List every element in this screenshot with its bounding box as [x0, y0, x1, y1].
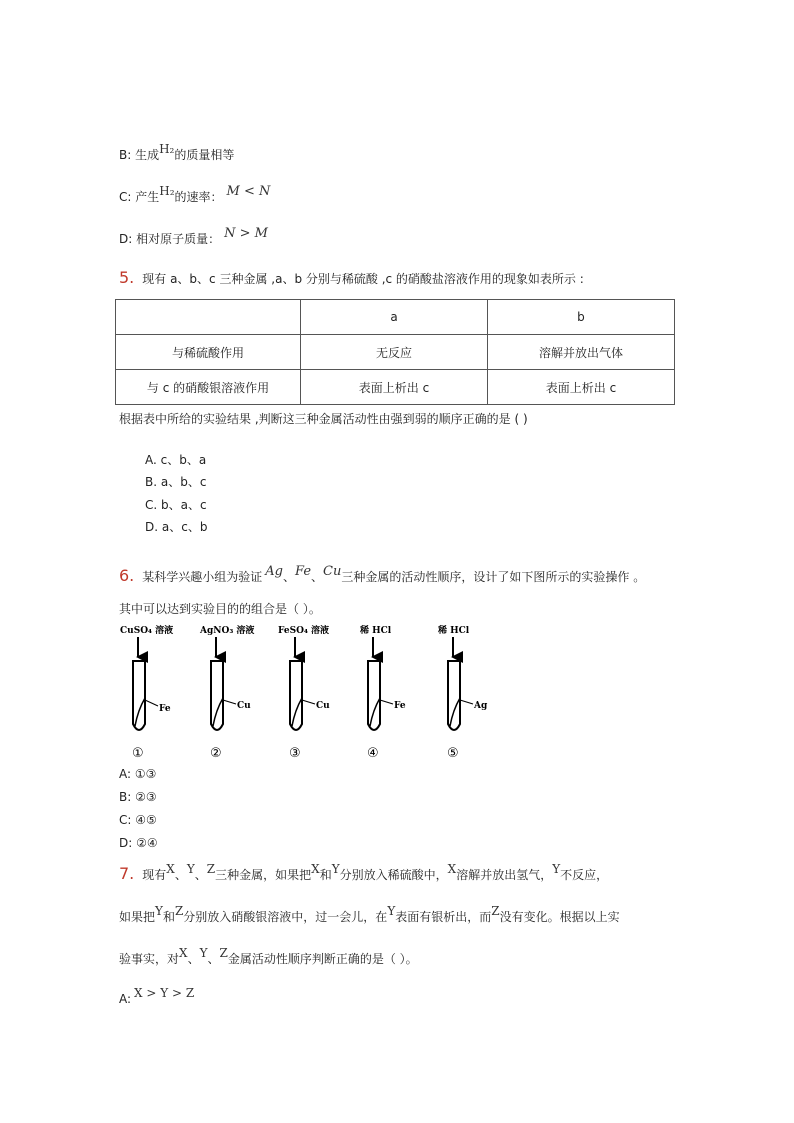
table-header-b: b [487, 300, 674, 335]
q6-line2: 其中可以达到实验目的的组合是（ ）。 [119, 602, 321, 616]
q6-sep: 、 [283, 570, 296, 584]
q7-option-a-expr: X > Y > Z [134, 986, 195, 1000]
q7-var-x: X [311, 862, 320, 876]
q7-text: 、 [187, 952, 200, 966]
option-b-formula: H₂ [159, 142, 175, 156]
q7-var-x: X [447, 862, 457, 876]
q6-sep: 、 [311, 570, 324, 584]
q7-var-y: Y [387, 904, 396, 918]
q6-option-d: D: ②④ [119, 836, 158, 850]
tube-2-metal: Cu [237, 701, 251, 711]
test-tube-2 [199, 624, 254, 761]
q7-line2 [119, 904, 620, 925]
q7-var-z: Z [219, 946, 228, 960]
q7-text: 如果把 [119, 910, 156, 924]
q7-var-z: Z [491, 904, 500, 918]
q7-text: 、 [174, 868, 187, 882]
q7-text: 不反应， [560, 868, 609, 882]
option-d [119, 226, 268, 247]
q7-var-y: Y [155, 904, 163, 918]
table-header-a: a [301, 300, 488, 335]
q6-metal-cu: Cu [323, 564, 342, 579]
option-c-expr: M < N [226, 184, 271, 199]
q7-number: 7. [119, 864, 135, 883]
q5-number: 5. [119, 268, 135, 287]
q7-text: 没有变化。根据以上实 [499, 910, 620, 924]
tube-2-reagent: AgNO₃ 溶液 [200, 626, 255, 636]
q5-question: 根据表中所给的实验结果 ,判断这三种金属活动性由强到弱的顺序正确的是 ( ) [119, 412, 528, 426]
q7-line3 [119, 946, 418, 967]
option-c-prefix: C: 产生 [119, 190, 160, 204]
table-row [116, 370, 675, 405]
q6-metal-fe: Fe [295, 564, 312, 579]
test-tube-5 [437, 624, 488, 761]
table-cell: 与稀硫酸作用 [116, 335, 301, 370]
q6-metal-ag: Ag [265, 564, 283, 579]
q7-text: 溶解并放出氢气， [456, 868, 553, 882]
q7-text: 和 [162, 910, 175, 924]
table-cell: 溶解并放出气体 [487, 335, 674, 370]
table-row [116, 335, 675, 370]
tube-2-number: ② [210, 746, 222, 761]
q7-text: 分别放入硝酸银溶液中，过一会儿，在 [183, 910, 388, 924]
option-c [119, 184, 271, 205]
q7-text: 、 [207, 952, 220, 966]
q5-option-c: C. b、a、c [145, 498, 207, 512]
q6-stem-a: 某科学兴趣小组为验证 [142, 570, 263, 584]
q5-option-a: A. c、b、a [145, 453, 207, 467]
table-cell: 表面上析出 c [301, 370, 488, 405]
tube-5-number: ⑤ [447, 746, 459, 761]
table-header-row [116, 300, 675, 335]
q5-stem-text: 现有 a、b、c 三种金属 ,a、b 分别与稀硫酸 ,c 的硝酸盐溶液作用的现象如表所示 : [142, 272, 584, 286]
option-c-formula: H₂ [159, 184, 175, 198]
q7-text: 现有 [142, 868, 167, 882]
tube-3-reagent: FeSO₄ 溶液 [278, 626, 330, 636]
q6-number: 6. [119, 566, 135, 585]
table-cell: 表面上析出 c [487, 370, 674, 405]
test-tube-3 [278, 624, 330, 761]
tube-4-number: ④ [367, 746, 379, 761]
option-b-suffix: 的质量相等 [174, 148, 235, 162]
q7-var-y: Y [199, 946, 208, 960]
q7-var-x: X [166, 862, 175, 876]
tube-1-reagent: CuSO₄ 溶液 [120, 626, 174, 636]
q7-text: 和 [319, 868, 332, 882]
option-d-prefix: D: 相对原子质量： [119, 232, 221, 246]
option-d-expr: N > M [224, 226, 268, 241]
option-b [119, 142, 235, 163]
tube-1-metal: Fe [159, 704, 171, 714]
q7-var-y: Y [552, 862, 561, 876]
q5-option-d: D. a、c、b [145, 520, 208, 534]
q7-option-a-prefix: A: [119, 992, 132, 1006]
q7-var-y: Y [331, 862, 340, 876]
tube-1-number: ① [132, 746, 144, 761]
q7-text: 金属活动性顺序判断正确的是（ ）。 [227, 952, 418, 966]
table-header-empty [116, 300, 301, 335]
q7-text: 三种金属，如果把 [215, 868, 312, 882]
q5-stem [119, 268, 584, 287]
tube-4-metal: Fe [394, 701, 406, 711]
q7-text: 、 [194, 868, 207, 882]
q7-var-x: X [179, 946, 188, 960]
q7-var-y: Y [186, 862, 195, 876]
q6-option-b: B: ②③ [119, 790, 157, 804]
option-c-mid: 的速率： [174, 190, 223, 204]
tube-4-reagent: 稀 HCl [360, 626, 392, 636]
test-tube-figure [118, 620, 498, 765]
q7-var-z: Z [174, 904, 184, 918]
q5-option-b: B. a、b、c [145, 475, 207, 489]
q7-text: 表面有银析出，而 [395, 910, 492, 924]
q7-text: 验事实，对 [119, 952, 180, 966]
q7-line1 [119, 864, 608, 883]
q7-text: 分别放入稀硫酸中， [339, 868, 448, 882]
table-cell: 无反应 [301, 335, 488, 370]
q6-stem [119, 566, 645, 585]
q7-var-z: Z [206, 862, 216, 876]
q7-option-a [119, 986, 195, 1006]
q6-option-c: C: ④⑤ [119, 813, 157, 827]
test-tube-1 [120, 624, 173, 761]
q6-stem-b: 三种金属的活动性顺序，设计了如下图所示的实验操作 。 [341, 570, 646, 584]
tube-5-reagent: 稀 HCl [438, 626, 470, 636]
table-cell: 与 c 的硝酸银溶液作用 [116, 370, 301, 405]
tube-3-metal: Cu [316, 701, 330, 711]
q6-option-a: A: ①③ [119, 767, 157, 781]
test-tube-4 [359, 624, 406, 761]
tube-5-metal: Ag [474, 701, 488, 711]
tube-3-number: ③ [289, 746, 301, 761]
q5-table [115, 299, 675, 405]
option-b-prefix: B: 生成 [119, 148, 160, 162]
